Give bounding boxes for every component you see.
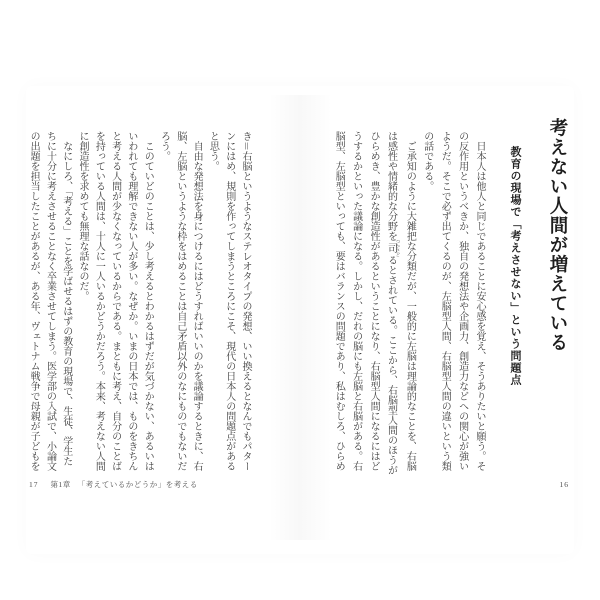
text-column: うするかといった議論になる。しかし、だれの脳にも左脳と右脳がある。右 [350,131,362,471]
page-number-left: 17 [29,480,39,489]
text-column: と思う。 [207,131,219,171]
text-column: いわれても理解できない人が多い。なぜか。いまの日本では、ものをきちん [125,131,137,471]
page-number-right: 16 [559,480,569,489]
text-column: の話である。 [421,131,433,191]
text-column: 日本人は他人と同じであることに安心感を覚え、そうありたいと願う。そ [474,131,485,471]
footer-left [29,479,198,490]
text-column: は感性や情緒的な分野を司 つかさどるとされている。ここから、右脳型人間のほうが [385,131,401,475]
body-text-right [330,131,488,483]
section-title: 考えない人間が増えている [547,118,567,352]
subsection-title: 教育の現場で「考えさせない」という問題点 [509,146,521,386]
text-column: の反作用というべきか、独自の発想法や企画力、創造力などへの関心が強い [456,131,468,471]
text-column: 脳型、左脳型といっても、要はバランスの問題であり、私はむしろ、ひらめ [333,131,345,471]
text-column: の出題を担当したことがあるが、ある年、ヴェトナム戦争で母親が子どもを [28,131,40,471]
text-column: 脳、左脳というような枠をはめることは自己矛盾以外のなにものでもないだ [174,131,186,471]
text-column: と考える人間が少なくなっているからである。まともに考え、自分のことば [109,131,121,471]
page-gutter-shadow [268,95,332,540]
text-column: 自由な発想法を身につけるにはどうすればいいのかを議論するときに、右 [191,131,203,471]
text-column: ちに十分に考えさせることなく卒業させてしまう。医学部の入試で、小論文 [44,131,56,471]
footer-chapter-title: 「考えているかどうか」を考える [77,480,198,489]
text-column: このていどのことは、少し考えるとわかるはずだが気づかない、あるいは [142,131,154,471]
text-column: なにしろ、「考える」ことを学ばせるはずの教育の現場で、生徒、学生た [60,131,72,466]
text-column: き＝右脳というようなステレオタイプの発想、いい換えるとなんでもパター [240,131,251,471]
text-column: ご承知のように大雑把な分類だが、一般的に左脳は理論的なことを、右脳 [404,131,416,471]
text-column: ンにはめ、規則を作ってしまうところにこそ、現代の日本人の問題点がある [223,131,235,471]
body-text-left [25,131,253,483]
text-column: ひらめき、豊かな創造性があるということになり、右脳型人間になるにはど [368,131,380,471]
text-column: を持っている人間は、十人に一人いるかどうかだろう。本来、考えない人間 [93,131,105,471]
text-column: ろう。 [158,131,170,161]
text-column: ようだ。そこで必ず出てくるのが、左脳型人間、右脳型人間の違いという類 [439,131,451,471]
text-column: に創造性を求めても無理な話なのだ。 [77,131,89,301]
footer-chapter: 第1章 [50,480,71,489]
